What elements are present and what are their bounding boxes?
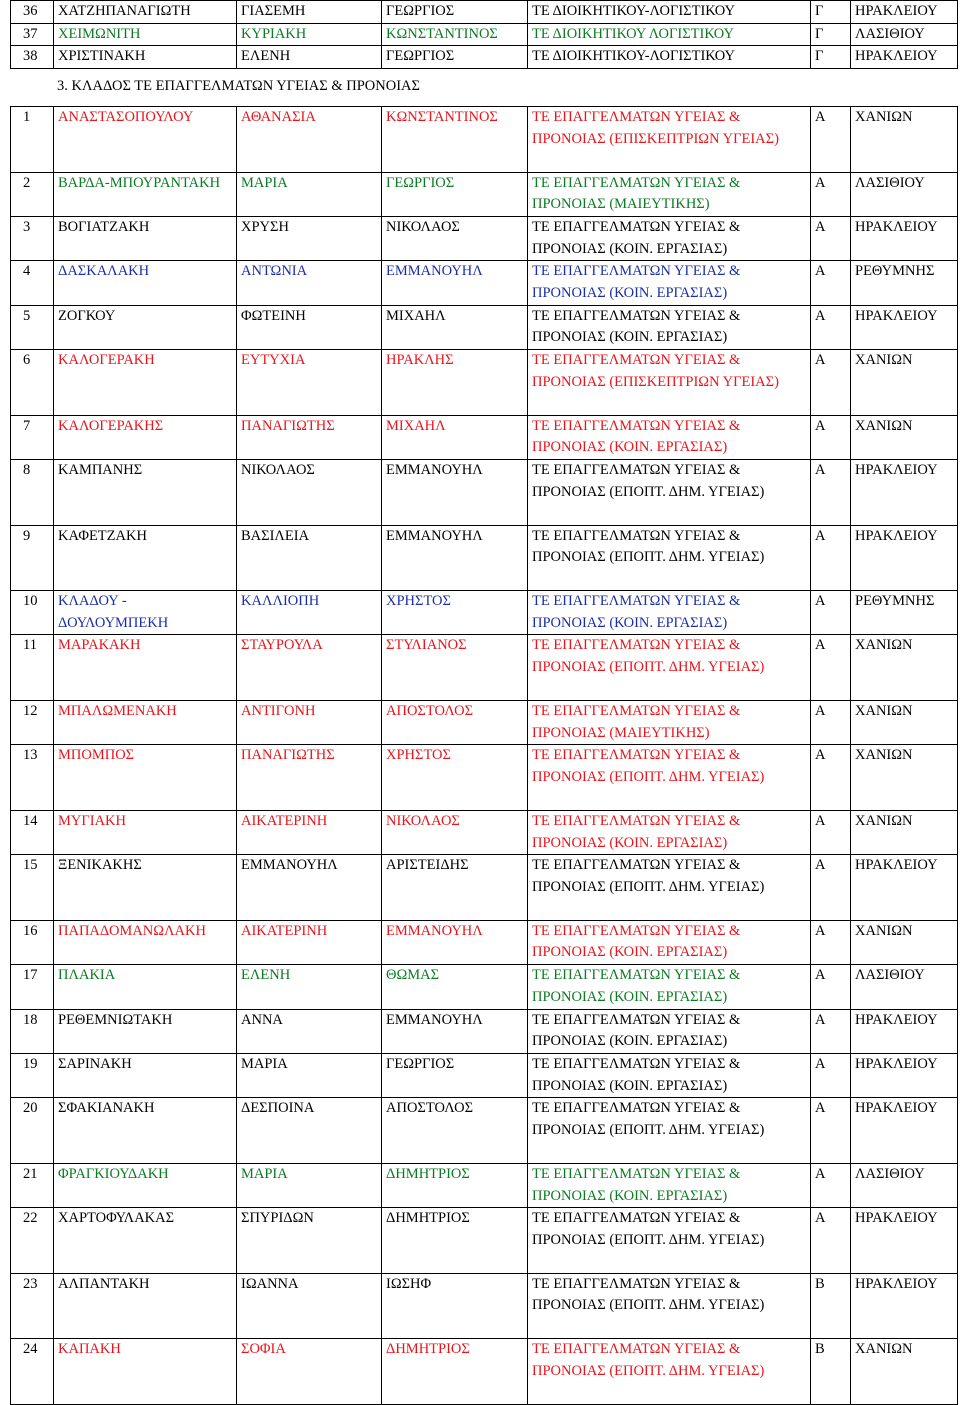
region-cell: ΧΑΝΙΩΝ [851,745,958,811]
region-cell: ΛΑΣΙΘΙΟΥ [851,23,958,46]
category-cell: Α [811,1053,851,1097]
category-cell: Α [811,415,851,459]
surname-cell: ΚΑΠΑΚΗ [54,1339,237,1405]
table-row [11,745,958,811]
category-cell: Α [811,965,851,1009]
father-name-cell: ΕΜΜΑΝΟΥΗΛ [382,525,528,591]
first-name-cell: ΠΑΝΑΓΙΩΤΗΣ [237,415,382,459]
region-cell: ΗΡΑΚΛΕΙΟΥ [851,216,958,260]
row-number: 7 [11,415,54,459]
table-row [11,1163,958,1207]
specialty-cell: ΤΕ ΕΠΑΓΓΕΛΜΑΤΩΝ ΥΓΕΙΑΣ & ΠΡΟΝΟΙΑΣ (ΕΠΟΠΤ. ΔΗΜ. ΥΓΕΙΑΣ) [528,525,811,591]
first-name-cell: ΑΝΝΑ [237,1009,382,1053]
region-cell: ΧΑΝΙΩΝ [851,920,958,964]
surname-cell: ΚΛΑΔΟΥ - ΔΟΥΛΟΥΜΠΕΚΗ [54,591,237,635]
first-name-cell: ΜΑΡΙΑ [237,172,382,216]
table-row [11,700,958,744]
region-cell: ΗΡΑΚΛΕΙΟΥ [851,46,958,69]
region-cell: ΗΡΑΚΛΕΙΟΥ [851,1273,958,1339]
surname-cell: ΞΕΝΙΚΑΚΗΣ [54,855,237,921]
father-name-cell: ΕΜΜΑΝΟΥΗΛ [382,460,528,526]
father-name-cell: ΓΕΩΡΓΙΟΣ [382,1053,528,1097]
specialty-cell: ΤΕ ΕΠΑΓΓΕΛΜΑΤΩΝ ΥΓΕΙΑΣ & ΠΡΟΝΟΙΑΣ (ΕΠΙΣΚΕΠΤΡΙΩΝ ΥΓΕΙΑΣ) [528,350,811,416]
table-row [11,350,958,416]
row-number: 12 [11,700,54,744]
surname-cell: ΡΕΘΕΜΝΙΩΤΑΚΗ [54,1009,237,1053]
surname-cell: ΔΑΣΚΑΛΑΚΗ [54,261,237,305]
first-name-cell: ΝΙΚΟΛΑΟΣ [237,460,382,526]
row-number: 11 [11,635,54,701]
category-cell: Α [811,460,851,526]
father-name-cell: ΓΕΩΡΓΙΟΣ [382,1,528,24]
table-row [11,23,958,46]
row-number: 22 [11,1208,54,1274]
first-name-cell: ΠΑΝΑΓΙΩΤΗΣ [237,745,382,811]
specialty-cell: ΤΕ ΔΙΟΙΚΗΤΙΚΟΥ-ΛΟΓΙΣΤΙΚΟΥ [528,1,811,24]
father-name-cell: ΕΜΜΑΝΟΥΗΛ [382,920,528,964]
specialty-cell: ΤΕ ΕΠΑΓΓΕΛΜΑΤΩΝ ΥΓΕΙΑΣ & ΠΡΟΝΟΙΑΣ (ΕΠΟΠΤ. ΔΗΜ. ΥΓΕΙΑΣ) [528,635,811,701]
specialty-cell: ΤΕ ΕΠΑΓΓΕΛΜΑΤΩΝ ΥΓΕΙΑΣ & ΠΡΟΝΟΙΑΣ (ΚΟΙΝ. ΕΡΓΑΣΙΑΣ) [528,1053,811,1097]
category-cell: Β [811,1273,851,1339]
row-number: 18 [11,1009,54,1053]
first-name-cell: ΙΩΑΝΝΑ [237,1273,382,1339]
region-cell: ΧΑΝΙΩΝ [851,107,958,173]
region-cell: ΡΕΘΥΜΝΗΣ [851,261,958,305]
surname-cell: ΚΑΛΟΓΕΡΑΚΗΣ [54,415,237,459]
surname-cell: ΠΛΑΚΙΑ [54,965,237,1009]
table-row [11,1009,958,1053]
region-cell: ΗΡΑΚΛΕΙΟΥ [851,1208,958,1274]
surname-cell: ΜΑΡΑΚΑΚΗ [54,635,237,701]
first-name-cell: ΔΕΣΠΟΙΝΑ [237,1098,382,1164]
region-cell: ΗΡΑΚΛΕΙΟΥ [851,305,958,349]
table-row [11,525,958,591]
category-cell: Α [811,591,851,635]
category-cell: Γ [811,46,851,69]
region-cell: ΗΡΑΚΛΕΙΟΥ [851,1,958,24]
region-cell: ΛΑΣΙΘΙΟΥ [851,172,958,216]
table-row [11,305,958,349]
region-cell: ΗΡΑΚΛΕΙΟΥ [851,460,958,526]
table-row [11,920,958,964]
category-cell: Α [811,700,851,744]
first-name-cell: ΜΑΡΙΑ [237,1163,382,1207]
specialty-cell: ΤΕ ΕΠΑΓΓΕΛΜΑΤΩΝ ΥΓΕΙΑΣ & ΠΡΟΝΟΙΑΣ (ΚΟΙΝ. ΕΡΓΑΣΙΑΣ) [528,216,811,260]
surname-cell: ΑΛΠΑΝΤΑΚΗ [54,1273,237,1339]
first-name-cell: ΑΙΚΑΤΕΡΙΝΗ [237,810,382,854]
region-cell: ΧΑΝΙΩΝ [851,350,958,416]
row-number: 14 [11,810,54,854]
father-name-cell: ΕΜΜΑΝΟΥΗΛ [382,1009,528,1053]
first-name-cell: ΕΛΕΝΗ [237,46,382,69]
father-name-cell: ΧΡΗΣΤΟΣ [382,745,528,811]
row-number: 21 [11,1163,54,1207]
region-cell: ΡΕΘΥΜΝΗΣ [851,591,958,635]
first-name-cell: ΧΡΥΣΗ [237,216,382,260]
region-cell: ΛΑΣΙΘΙΟΥ [851,1163,958,1207]
row-number: 10 [11,591,54,635]
surname-cell: ΧΡΙΣΤΙΝΑΚΗ [54,46,237,69]
row-number: 8 [11,460,54,526]
father-name-cell: ΑΠΟΣΤΟΛΟΣ [382,700,528,744]
table-row [11,1053,958,1097]
row-number: 13 [11,745,54,811]
category-cell: Α [811,305,851,349]
table-row [11,591,958,635]
category-cell: Α [811,1098,851,1164]
father-name-cell: ΚΩΝΣΤΑΝΤΙΝΟΣ [382,23,528,46]
table-row [11,855,958,921]
table-row [11,46,958,69]
category-cell: Α [811,745,851,811]
father-name-cell: ΓΕΩΡΓΙΟΣ [382,46,528,69]
surname-cell: ΣΦΑΚΙΑΝΑΚΗ [54,1098,237,1164]
row-number: 1 [11,107,54,173]
category-cell: Α [811,635,851,701]
first-name-cell: ΑΙΚΑΤΕΡΙΝΗ [237,920,382,964]
category-cell: Α [811,1009,851,1053]
row-number: 9 [11,525,54,591]
father-name-cell: ΕΜΜΑΝΟΥΗΛ [382,261,528,305]
first-name-cell: ΚΑΛΛΙΟΠΗ [237,591,382,635]
row-number: 24 [11,1339,54,1405]
specialty-cell: ΤΕ ΕΠΑΓΓΕΛΜΑΤΩΝ ΥΓΕΙΑΣ & ΠΡΟΝΟΙΑΣ (ΚΟΙΝ. ΕΡΓΑΣΙΑΣ) [528,305,811,349]
first-name-cell: ΑΘΑΝΑΣΙΑ [237,107,382,173]
table-row [11,1,958,24]
row-number: 37 [11,23,54,46]
first-name-cell: ΣΤΑΥΡΟΥΛΑ [237,635,382,701]
category-cell: Β [811,1339,851,1405]
surname-cell: ΒΟΓΙΑΤΖΑΚΗ [54,216,237,260]
father-name-cell: ΗΡΑΚΛΗΣ [382,350,528,416]
region-cell: ΧΑΝΙΩΝ [851,810,958,854]
category-cell: Α [811,525,851,591]
father-name-cell: ΔΗΜΗΤΡΙΟΣ [382,1339,528,1405]
region-cell: ΗΡΑΚΛΕΙΟΥ [851,525,958,591]
region-cell: ΗΡΑΚΛΕΙΟΥ [851,1009,958,1053]
region-cell: ΗΡΑΚΛΕΙΟΥ [851,1053,958,1097]
surname-cell: ΜΥΓΙΑΚΗ [54,810,237,854]
table-row [11,107,958,173]
specialty-cell: ΤΕ ΕΠΑΓΓΕΛΜΑΤΩΝ ΥΓΕΙΑΣ & ΠΡΟΝΟΙΑΣ (ΕΠΟΠΤ. ΔΗΜ. ΥΓΕΙΑΣ) [528,1098,811,1164]
surname-cell: ΧΑΡΤΟΦΥΛΑΚΑΣ [54,1208,237,1274]
row-number: 20 [11,1098,54,1164]
category-cell: Γ [811,23,851,46]
father-name-cell: ΧΡΗΣΤΟΣ [382,591,528,635]
region-cell: ΧΑΝΙΩΝ [851,635,958,701]
first-name-cell: ΦΩΤΕΙΝΗ [237,305,382,349]
first-name-cell: ΕΥΤΥΧΙΑ [237,350,382,416]
row-number: 5 [11,305,54,349]
region-cell: ΛΑΣΙΘΙΟΥ [851,965,958,1009]
specialty-cell: ΤΕ ΕΠΑΓΓΕΛΜΑΤΩΝ ΥΓΕΙΑΣ & ΠΡΟΝΟΙΑΣ (ΚΟΙΝ. ΕΡΓΑΣΙΑΣ) [528,1009,811,1053]
surname-cell: ΧΕΙΜΩΝΙΤΗ [54,23,237,46]
father-name-cell: ΚΩΝΣΤΑΝΤΙΝΟΣ [382,107,528,173]
category-cell: Α [811,350,851,416]
specialty-cell: ΤΕ ΕΠΑΓΓΕΛΜΑΤΩΝ ΥΓΕΙΑΣ & ΠΡΟΝΟΙΑΣ (ΕΠΟΠΤ. ΔΗΜ. ΥΓΕΙΑΣ) [528,460,811,526]
father-name-cell: ΑΠΟΣΤΟΛΟΣ [382,1098,528,1164]
specialty-cell: ΤΕ ΕΠΑΓΓΕΛΜΑΤΩΝ ΥΓΕΙΑΣ & ΠΡΟΝΟΙΑΣ (ΚΟΙΝ. ΕΡΓΑΣΙΑΣ) [528,591,811,635]
specialty-cell: ΤΕ ΕΠΑΓΓΕΛΜΑΤΩΝ ΥΓΕΙΑΣ & ΠΡΟΝΟΙΑΣ (ΚΟΙΝ. ΕΡΓΑΣΙΑΣ) [528,1163,811,1207]
region-cell: ΧΑΝΙΩΝ [851,1339,958,1405]
specialty-cell: ΤΕ ΕΠΑΓΓΕΛΜΑΤΩΝ ΥΓΕΙΑΣ & ΠΡΟΝΟΙΑΣ (ΕΠΙΣΚΕΠΤΡΙΩΝ ΥΓΕΙΑΣ) [528,107,811,173]
table-row [11,1098,958,1164]
specialty-cell: ΤΕ ΕΠΑΓΓΕΛΜΑΤΩΝ ΥΓΕΙΑΣ & ΠΡΟΝΟΙΑΣ (ΜΑΙΕΥΤΙΚΗΣ) [528,700,811,744]
surname-cell: ΒΑΡΔΑ-ΜΠΟΥΡΑΝΤΑΚΗ [54,172,237,216]
row-number: 38 [11,46,54,69]
row-number: 2 [11,172,54,216]
father-name-cell: ΙΩΣΗΦ [382,1273,528,1339]
surname-cell: ΧΑΤΖΗΠΑΝΑΓΙΩΤΗ [54,1,237,24]
specialty-cell: ΤΕ ΔΙΟΙΚΗΤΙΚΟΥ ΛΟΓΙΣΤΙΚΟΥ [528,23,811,46]
specialty-cell: ΤΕ ΕΠΑΓΓΕΛΜΑΤΩΝ ΥΓΕΙΑΣ & ΠΡΟΝΟΙΑΣ (ΚΟΙΝ. ΕΡΓΑΣΙΑΣ) [528,261,811,305]
personnel-table [10,106,958,1405]
category-cell: Α [811,810,851,854]
table-row [11,415,958,459]
father-name-cell: ΔΗΜΗΤΡΙΟΣ [382,1163,528,1207]
table-row [11,965,958,1009]
first-name-cell: ΜΑΡΙΑ [237,1053,382,1097]
surname-cell: ΣΑΡΙΝΑΚΗ [54,1053,237,1097]
surname-cell: ΦΡΑΓΚΙΟΥΔΑΚΗ [54,1163,237,1207]
surname-cell: ΜΠΟΜΠΟΣ [54,745,237,811]
specialty-cell: ΤΕ ΕΠΑΓΓΕΛΜΑΤΩΝ ΥΓΕΙΑΣ & ΠΡΟΝΟΙΑΣ (ΕΠΟΠΤ. ΔΗΜ. ΥΓΕΙΑΣ) [528,855,811,921]
father-name-cell: ΑΡΙΣΤΕΙΔΗΣ [382,855,528,921]
father-name-cell: ΔΗΜΗΤΡΙΟΣ [382,1208,528,1274]
first-name-cell: ΣΠΥΡΙΔΩΝ [237,1208,382,1274]
specialty-cell: ΤΕ ΕΠΑΓΓΕΛΜΑΤΩΝ ΥΓΕΙΑΣ & ΠΡΟΝΟΙΑΣ (ΕΠΟΠΤ. ΔΗΜ. ΥΓΕΙΑΣ) [528,1273,811,1339]
row-number: 16 [11,920,54,964]
category-cell: Α [811,920,851,964]
row-number: 19 [11,1053,54,1097]
surname-cell: ΖΟΓΚΟΥ [54,305,237,349]
first-name-cell: ΑΝΤΩΝΙΑ [237,261,382,305]
first-name-cell: ΚΥΡΙΑΚΗ [237,23,382,46]
specialty-cell: ΤΕ ΕΠΑΓΓΕΛΜΑΤΩΝ ΥΓΕΙΑΣ & ΠΡΟΝΟΙΑΣ (ΚΟΙΝ. ΕΡΓΑΣΙΑΣ) [528,810,811,854]
surname-cell: ΚΑΛΟΓΕΡΑΚΗ [54,350,237,416]
table-row [11,460,958,526]
specialty-cell: ΤΕ ΕΠΑΓΓΕΛΜΑΤΩΝ ΥΓΕΙΑΣ & ΠΡΟΝΟΙΑΣ (ΕΠΟΠΤ. ΔΗΜ. ΥΓΕΙΑΣ) [528,1339,811,1405]
first-name-cell: ΕΜΜΑΝΟΥΗΛ [237,855,382,921]
father-name-cell: ΘΩΜΑΣ [382,965,528,1009]
father-name-cell: ΝΙΚΟΛΑΟΣ [382,216,528,260]
first-name-cell: ΒΑΣΙΛΕΙΑ [237,525,382,591]
table-row [11,1273,958,1339]
table-row [11,1208,958,1274]
surname-cell: ΑΝΑΣΤΑΣΟΠΟΥΛΟΥ [54,107,237,173]
region-cell: ΗΡΑΚΛΕΙΟΥ [851,1098,958,1164]
specialty-cell: ΤΕ ΕΠΑΓΓΕΛΜΑΤΩΝ ΥΓΕΙΑΣ & ΠΡΟΝΟΙΑΣ (ΜΑΙΕΥΤΙΚΗΣ) [528,172,811,216]
category-cell: Α [811,172,851,216]
surname-cell: ΚΑΜΠΑΝΗΣ [54,460,237,526]
row-number: 17 [11,965,54,1009]
category-cell: Α [811,1208,851,1274]
region-cell: ΧΑΝΙΩΝ [851,415,958,459]
father-name-cell: ΜΙΧΑΗΛ [382,415,528,459]
row-number: 6 [11,350,54,416]
specialty-cell: ΤΕ ΕΠΑΓΓΕΛΜΑΤΩΝ ΥΓΕΙΑΣ & ΠΡΟΝΟΙΑΣ (ΚΟΙΝ. ΕΡΓΑΣΙΑΣ) [528,965,811,1009]
first-name-cell: ΕΛΕΝΗ [237,965,382,1009]
row-number: 15 [11,855,54,921]
region-cell: ΗΡΑΚΛΕΙΟΥ [851,855,958,921]
region-cell: ΧΑΝΙΩΝ [851,700,958,744]
section-heading: 3. ΚΛΑΔΟΣ ΤΕ ΕΠΑΓΓΕΛΜΑΤΩΝ ΥΓΕΙΑΣ & ΠΡΟΝΟΙΑΣ [57,78,420,94]
category-cell: Γ [811,1,851,24]
specialty-cell: ΤΕ ΕΠΑΓΓΕΛΜΑΤΩΝ ΥΓΕΙΑΣ & ΠΡΟΝΟΙΑΣ (ΚΟΙΝ. ΕΡΓΑΣΙΑΣ) [528,920,811,964]
category-cell: Α [811,216,851,260]
table-row [11,810,958,854]
father-name-cell: ΝΙΚΟΛΑΟΣ [382,810,528,854]
table-row [11,172,958,216]
table-row [11,1339,958,1405]
surname-cell: ΠΑΠΑΔΟΜΑΝΩΛΑΚΗ [54,920,237,964]
row-number: 3 [11,216,54,260]
specialty-cell: ΤΕ ΔΙΟΙΚΗΤΙΚΟΥ-ΛΟΓΙΣΤΙΚΟΥ [528,46,811,69]
surname-cell: ΚΑΦΕΤΖΑΚΗ [54,525,237,591]
category-cell: Α [811,1163,851,1207]
table-row [11,635,958,701]
category-cell: Α [811,261,851,305]
specialty-cell: ΤΕ ΕΠΑΓΓΕΛΜΑΤΩΝ ΥΓΕΙΑΣ & ΠΡΟΝΟΙΑΣ (ΕΠΟΠΤ. ΔΗΜ. ΥΓΕΙΑΣ) [528,745,811,811]
first-name-cell: ΓΙΑΣΕΜΗ [237,1,382,24]
table-row [11,261,958,305]
category-cell: Α [811,855,851,921]
row-number: 36 [11,1,54,24]
father-name-cell: ΣΤΥΛΙΑΝΟΣ [382,635,528,701]
first-name-cell: ΑΝΤΙΓΟΝΗ [237,700,382,744]
row-number: 23 [11,1273,54,1339]
previous-section-table [10,0,958,69]
first-name-cell: ΣΟΦΙΑ [237,1339,382,1405]
surname-cell: ΜΠΑΛΩΜΕΝΑΚΗ [54,700,237,744]
table-row [11,216,958,260]
father-name-cell: ΓΕΩΡΓΙΟΣ [382,172,528,216]
row-number: 4 [11,261,54,305]
specialty-cell: ΤΕ ΕΠΑΓΓΕΛΜΑΤΩΝ ΥΓΕΙΑΣ & ΠΡΟΝΟΙΑΣ (ΚΟΙΝ. ΕΡΓΑΣΙΑΣ) [528,415,811,459]
specialty-cell: ΤΕ ΕΠΑΓΓΕΛΜΑΤΩΝ ΥΓΕΙΑΣ & ΠΡΟΝΟΙΑΣ (ΕΠΟΠΤ. ΔΗΜ. ΥΓΕΙΑΣ) [528,1208,811,1274]
father-name-cell: ΜΙΧΑΗΛ [382,305,528,349]
category-cell: Α [811,107,851,173]
